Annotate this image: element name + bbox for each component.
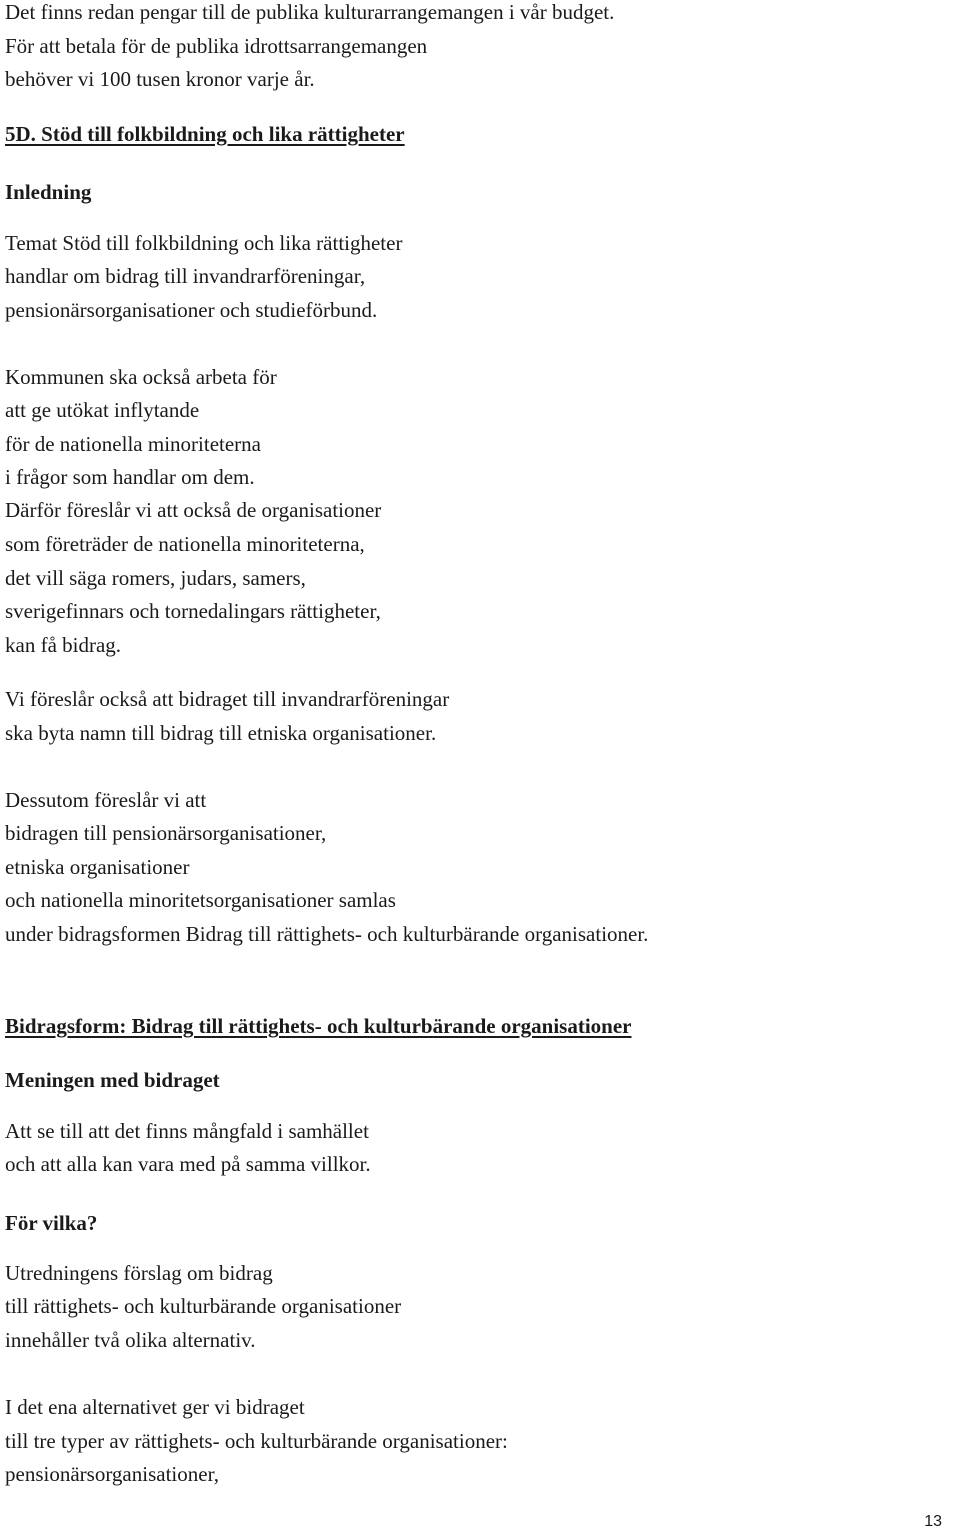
para7-line-3: pensionärsorganisationer, [5, 1462, 219, 1486]
para7-line-1: I det ena alternativet ger vi bidraget [5, 1395, 305, 1419]
para3-line-2: ska byta namn till bidrag till etniska organisationer. [5, 721, 437, 745]
para2-line-4: i frågor som handlar om dem. [5, 465, 255, 489]
para2-line-1: Kommunen ska också arbeta för [5, 365, 277, 389]
para2-line-8: sverigefinnars och tornedalingars rättigheter, [5, 599, 381, 623]
para6-line-2: till rättighets- och kulturbärande organisationer [5, 1294, 402, 1318]
para2-line-7: det vill säga romers, judars, samers, [5, 566, 306, 590]
para5-line-2: och att alla kan vara med på samma villkor. [5, 1152, 371, 1176]
page-number: 13 [924, 1513, 942, 1530]
section-heading: 5D. Stöd till folkbildning och lika rättigheter [5, 122, 405, 146]
para6-line-1: Utredningens förslag om bidrag [5, 1261, 273, 1285]
para4-line-2: bidragen till pensionärsorganisationer, [5, 821, 327, 845]
para1-line-3: pensionärsorganisationer och studieförbund. [5, 298, 378, 322]
subheading-meningen: Meningen med bidraget [5, 1068, 220, 1092]
subheading-for-vilka: För vilka? [5, 1211, 98, 1235]
intro-line-1: Det finns redan pengar till de publika kulturarrangemangen i vår budget. [5, 0, 615, 24]
bidragsform-heading: Bidragsform: Bidrag till rättighets- och kulturbärande organisationer [5, 1014, 632, 1038]
intro-line-2: För att betala för de publika idrottsarrangemangen [5, 34, 428, 58]
para1-line-2: handlar om bidrag till invandrarföreningar, [5, 264, 366, 288]
para2-line-6: som företräder de nationella minoriteterna, [5, 532, 365, 556]
para4-line-4: och nationella minoritetsorganisationer samlas [5, 888, 396, 912]
para6-line-3: innehåller två olika alternativ. [5, 1328, 256, 1352]
para5-line-1: Att se till att det finns mångfald i samhället [5, 1119, 369, 1143]
para4-line-1: Dessutom föreslår vi att [5, 788, 207, 812]
para4-line-5: under bidragsformen Bidrag till rättighets- och kulturbärande organisationer. [5, 922, 649, 946]
para3-line-1: Vi föreslår också att bidraget till invandrarföreningar [5, 687, 450, 711]
para1-line-1: Temat Stöd till folkbildning och lika rättigheter [5, 231, 403, 255]
para7-line-2: till tre typer av rättighets- och kulturbärande organisationer: [5, 1429, 508, 1453]
subheading-inledning: Inledning [5, 180, 92, 204]
intro-line-3: behöver vi 100 tusen kronor varje år. [5, 67, 315, 91]
para2-line-2: att ge utökat inflytande [5, 398, 200, 422]
para4-line-3: etniska organisationer [5, 855, 190, 879]
para2-line-9: kan få bidrag. [5, 633, 122, 657]
para2-line-3: för de nationella minoriteterna [5, 432, 261, 456]
para2-line-5: Därför föreslår vi att också de organisationer [5, 498, 382, 522]
